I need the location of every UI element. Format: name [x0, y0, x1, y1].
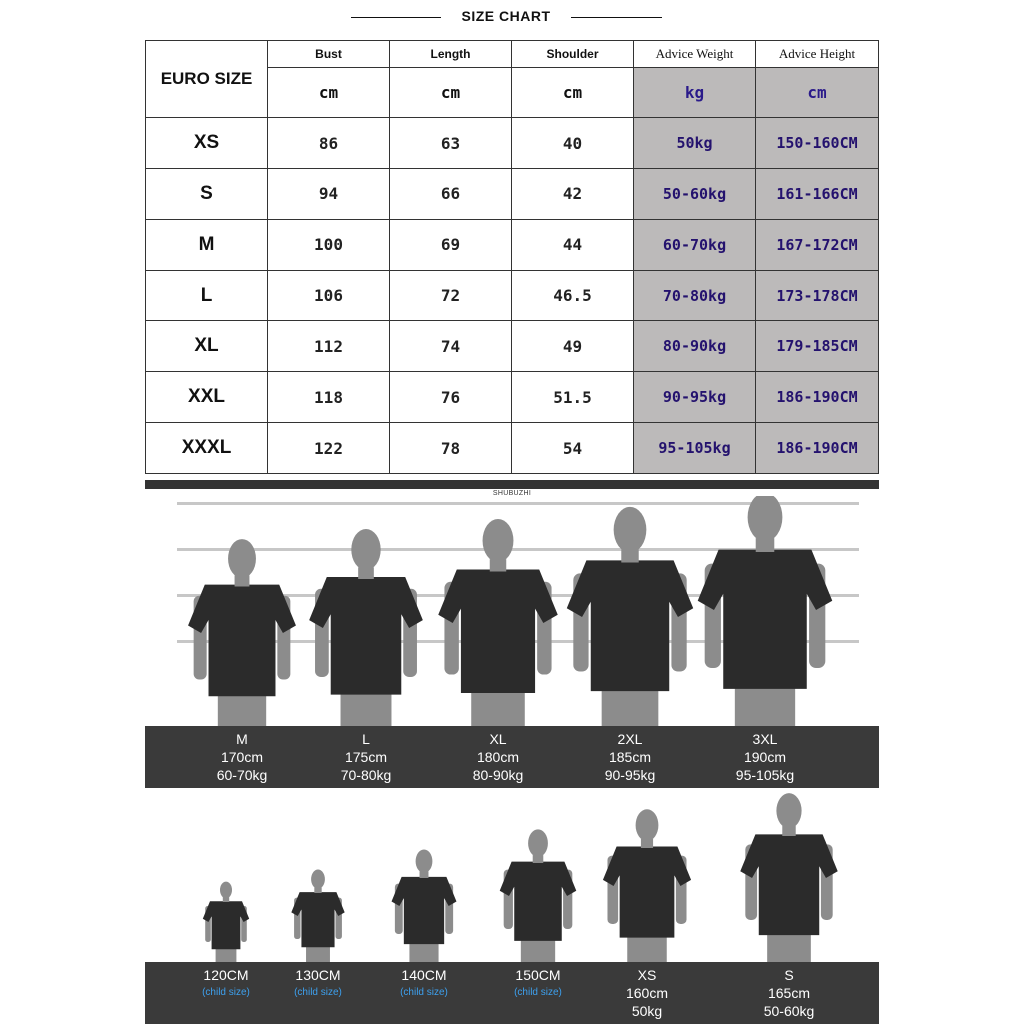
figure-caption: [587, 966, 707, 1020]
caption-size: S: [784, 967, 794, 983]
figure-caption: [182, 730, 302, 784]
caption-weight: 50-60kg: [763, 1003, 815, 1019]
child-figure-illustration: [145, 790, 879, 962]
figure-caption: [570, 730, 690, 784]
column-header-shoulder: Shoulder: [512, 41, 634, 68]
cell-bust: 112: [268, 321, 390, 372]
cell-shoulder: 49: [512, 321, 634, 372]
caption-height: 185cm: [608, 749, 652, 765]
person-silhouette: [188, 539, 296, 726]
table-row: [146, 270, 879, 321]
table-row: [146, 321, 879, 372]
column-header-weight: Advice Weight: [634, 41, 756, 68]
table-header-row: [146, 41, 879, 68]
person-silhouette: [500, 829, 577, 962]
table-row: [146, 169, 879, 220]
figure-caption: [478, 966, 598, 1002]
caption-note: (child size): [514, 987, 562, 998]
caption-height: 160cm: [625, 985, 669, 1001]
cell-weight: 80-90kg: [634, 321, 756, 372]
cell-shoulder: 46.5: [512, 270, 634, 321]
cell-height: 161-166CM: [756, 169, 879, 220]
cell-shoulder: 44: [512, 219, 634, 270]
brand-label: SHUBUZHI: [492, 490, 532, 497]
adult-figure-illustration: [145, 496, 879, 726]
caption-height: 190cm: [743, 749, 787, 765]
caption-size: 3XL: [752, 731, 778, 747]
size-label: M: [146, 219, 268, 270]
cell-weight: 90-95kg: [634, 372, 756, 423]
title-rule-left: [351, 17, 441, 18]
caption-weight: 50kg: [631, 1003, 663, 1019]
title-rule-right: [571, 17, 662, 18]
cell-height: 186-190CM: [756, 423, 879, 474]
adult-figures: [145, 496, 879, 726]
figure-caption: [258, 966, 378, 1002]
size-table: [145, 40, 879, 474]
size-label: XXL: [146, 372, 268, 423]
caption-height: 180cm: [476, 749, 520, 765]
person-silhouette: [309, 529, 423, 726]
caption-size: L: [362, 731, 370, 747]
caption-height: 170cm: [220, 749, 264, 765]
person-silhouette: [698, 496, 833, 726]
person-silhouette: [291, 870, 344, 962]
cell-bust: 94: [268, 169, 390, 220]
figure-caption: [364, 966, 484, 1002]
child-figures: [145, 790, 879, 962]
person-silhouette: [438, 519, 557, 726]
unit-length: cm: [390, 68, 512, 118]
person-silhouette: [603, 809, 691, 962]
cell-shoulder: 51.5: [512, 372, 634, 423]
cell-length: 69: [390, 219, 512, 270]
table-row: [146, 372, 879, 423]
caption-weight: 80-90kg: [472, 767, 524, 783]
size-label: XL: [146, 321, 268, 372]
cell-shoulder: 40: [512, 118, 634, 169]
cell-length: 66: [390, 169, 512, 220]
caption-weight: 95-105kg: [735, 767, 795, 783]
column-header-height: Advice Height: [756, 41, 879, 68]
caption-weight: 70-80kg: [340, 767, 392, 783]
cell-height: 167-172CM: [756, 219, 879, 270]
size-label: XS: [146, 118, 268, 169]
figure-caption: [438, 730, 558, 784]
page-title: SIZE CHART: [461, 8, 551, 24]
cell-height: 150-160CM: [756, 118, 879, 169]
person-silhouette: [567, 507, 693, 726]
caption-size: 2XL: [617, 731, 643, 747]
adult-caption-bar: [145, 726, 879, 788]
figure-caption: [306, 730, 426, 784]
unit-weight: kg: [634, 68, 756, 118]
adult-panel-top-bar: [145, 480, 879, 489]
caption-weight: 60-70kg: [216, 767, 268, 783]
person-silhouette: [392, 849, 457, 962]
caption-size: M: [236, 731, 248, 747]
figure-caption: [705, 730, 825, 784]
caption-note: (child size): [400, 987, 448, 998]
size-label: XXXL: [146, 423, 268, 474]
cell-height: 179-185CM: [756, 321, 879, 372]
caption-height: 130CM: [295, 967, 341, 983]
size-label: S: [146, 169, 268, 220]
cell-bust: 118: [268, 372, 390, 423]
caption-height: 120CM: [203, 967, 249, 983]
caption-note: (child size): [294, 987, 342, 998]
cell-weight: 50kg: [634, 118, 756, 169]
child-caption-bar: [145, 962, 879, 1024]
cell-bust: 86: [268, 118, 390, 169]
caption-height: 175cm: [344, 749, 388, 765]
euro-size-header: EURO SIZE: [146, 41, 268, 118]
figure-caption: [729, 966, 849, 1020]
unit-height: cm: [756, 68, 879, 118]
cell-weight: 70-80kg: [634, 270, 756, 321]
caption-size: XS: [637, 967, 657, 983]
cell-weight: 60-70kg: [634, 219, 756, 270]
unit-shoulder: cm: [512, 68, 634, 118]
cell-shoulder: 54: [512, 423, 634, 474]
caption-note: (child size): [202, 987, 250, 998]
cell-bust: 122: [268, 423, 390, 474]
cell-length: 76: [390, 372, 512, 423]
caption-height: 165cm: [767, 985, 811, 1001]
size-label: L: [146, 270, 268, 321]
column-header-bust: Bust: [268, 41, 390, 68]
cell-shoulder: 42: [512, 169, 634, 220]
caption-size: XL: [489, 731, 507, 747]
cell-height: 173-178CM: [756, 270, 879, 321]
cell-length: 74: [390, 321, 512, 372]
table-row: [146, 118, 879, 169]
cell-height: 186-190CM: [756, 372, 879, 423]
cell-weight: 50-60kg: [634, 169, 756, 220]
caption-height: 150CM: [515, 967, 561, 983]
title-row: [0, 6, 1024, 28]
cell-length: 72: [390, 270, 512, 321]
cell-weight: 95-105kg: [634, 423, 756, 474]
cell-length: 78: [390, 423, 512, 474]
cell-length: 63: [390, 118, 512, 169]
caption-weight: 90-95kg: [604, 767, 656, 783]
table-row: [146, 219, 879, 270]
table-row: [146, 423, 879, 474]
person-silhouette: [203, 882, 249, 962]
caption-height: 140CM: [401, 967, 447, 983]
person-silhouette: [740, 793, 837, 962]
cell-bust: 100: [268, 219, 390, 270]
column-header-length: Length: [390, 41, 512, 68]
cell-bust: 106: [268, 270, 390, 321]
unit-bust: cm: [268, 68, 390, 118]
table-body: [146, 118, 879, 474]
